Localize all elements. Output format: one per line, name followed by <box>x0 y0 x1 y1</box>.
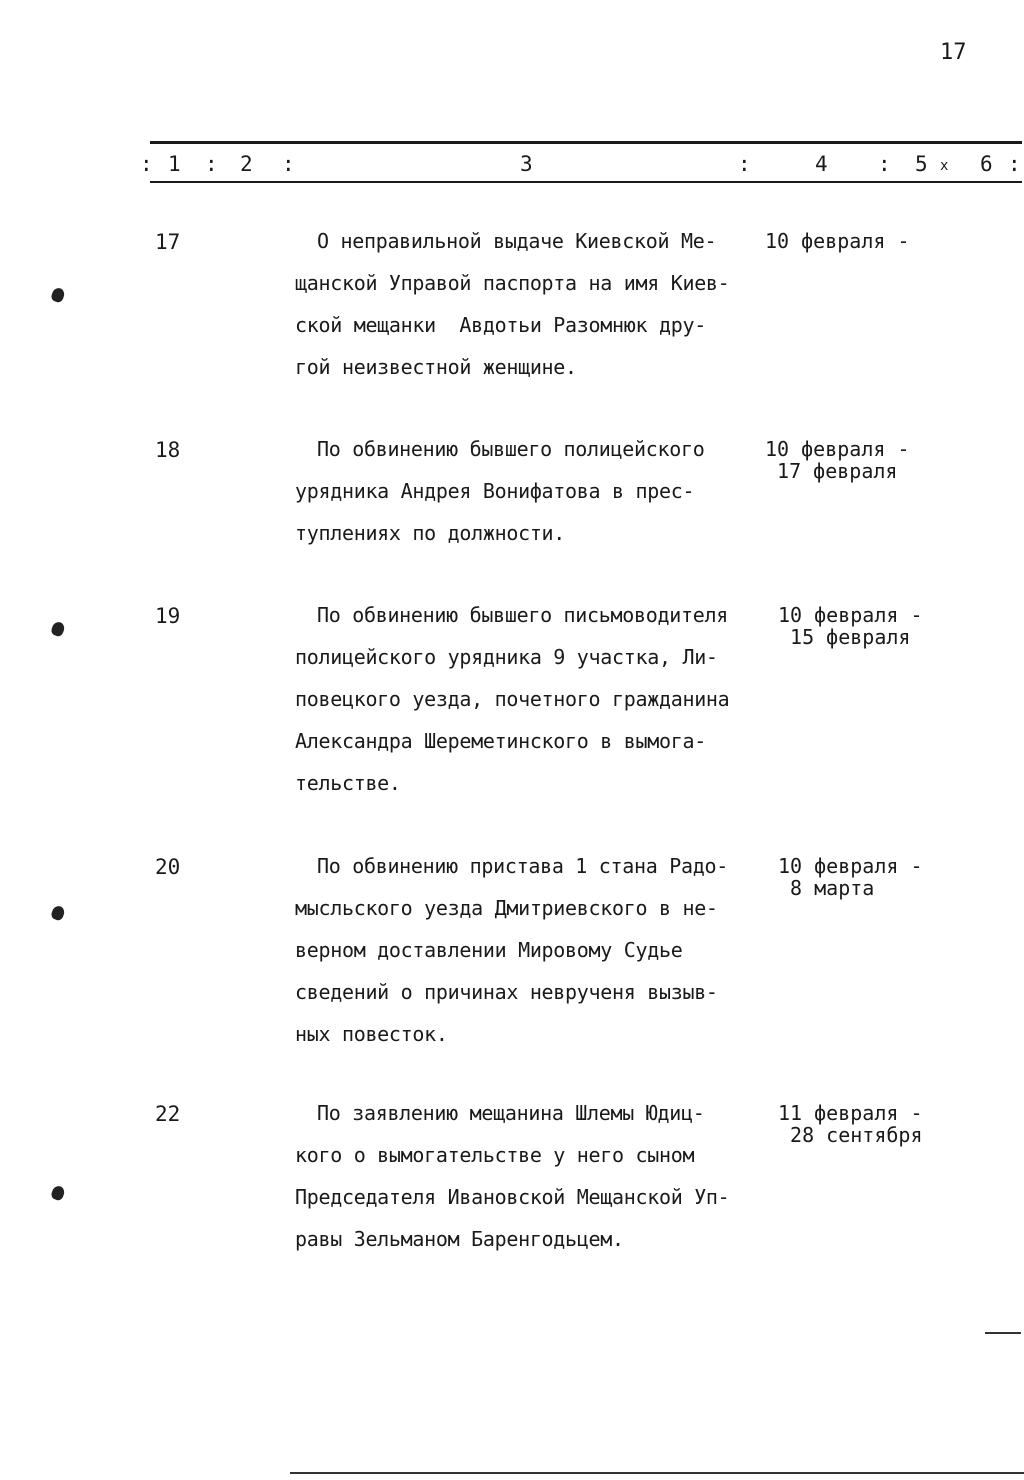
date-start: 10 февраля - <box>765 229 910 253</box>
margin-mark <box>985 1332 1021 1334</box>
column-separator: : <box>738 152 751 176</box>
column-header-3: 3 <box>520 152 533 176</box>
punch-hole-mark <box>50 620 66 637</box>
entry-description <box>295 428 704 554</box>
entry-number: 18 <box>155 438 181 462</box>
column-separator: : <box>1008 152 1021 176</box>
entry-text-line: туплениях по должности. <box>295 521 566 545</box>
page-number: 17 <box>940 40 967 65</box>
date-start: 11 февраля - <box>778 1101 923 1125</box>
entry-dates <box>765 438 910 482</box>
entry-description <box>295 220 729 388</box>
column-separator: x <box>940 158 949 174</box>
entry-description <box>295 594 729 804</box>
entry-text-line: По обвинению бывшего письмоводителя <box>317 603 728 627</box>
entry-text-line: мысльского уезда Дмитриевского в не- <box>295 896 718 920</box>
entry-text-line: кого о вымогательстве у него сыном <box>295 1143 695 1167</box>
entry-text-line: О неправильной выдаче Киевской Ме- <box>317 229 717 253</box>
entry-text-line: ных повесток. <box>295 1022 448 1046</box>
entry-text-line: гой неизвестной женщине. <box>295 355 577 379</box>
entry-text-line: щанской Управой паспорта на имя Киев- <box>295 271 730 295</box>
column-header-5: 5 <box>915 152 928 176</box>
entry-text-line: ской мещанки Авдотьи Разомнюк дру- <box>295 313 706 337</box>
bottom-rule <box>290 1472 1024 1474</box>
column-header-4: 4 <box>815 152 828 176</box>
entry-number: 19 <box>155 604 181 628</box>
punch-hole-mark <box>50 1184 66 1201</box>
column-header-6: 6 <box>980 152 993 176</box>
column-separator: : <box>282 152 295 176</box>
entry-text-line: урядника Андрея Вонифатова в прес- <box>295 479 695 503</box>
column-separator: : <box>205 152 218 176</box>
date-start: 10 февраля - <box>778 603 923 627</box>
entry-dates <box>765 230 910 252</box>
entry-number: 20 <box>155 855 181 879</box>
entry-number: 22 <box>155 1102 181 1126</box>
entry-text-line: По заявлению мещанина Шлемы Юдиц- <box>317 1101 705 1125</box>
entry-text-line: сведений о причинах неврученя вызыв- <box>295 980 718 1004</box>
entry-text-line: По обвинению бывшего полицейского <box>317 437 705 461</box>
entry-text-line: По обвинению пристава 1 стана Радо- <box>317 854 728 878</box>
table-header-top-rule <box>150 141 1022 144</box>
entry-description <box>295 1092 729 1260</box>
punch-hole-mark <box>50 904 66 921</box>
date-end: 15 февраля <box>778 625 911 649</box>
entry-text-line: равы Зельманом Баренгодьцем. <box>295 1227 624 1251</box>
entry-dates <box>778 604 923 648</box>
entry-number: 17 <box>155 230 181 254</box>
entry-text-line: полицейского урядника 9 участка, Ли- <box>295 645 718 669</box>
date-end: 8 марта <box>778 876 875 900</box>
entry-text-line: Александра Шереметинского в вымога- <box>295 729 706 753</box>
entry-dates <box>778 1102 923 1146</box>
entry-text-line: повецкого уезда, почетного гражданина <box>295 687 730 711</box>
date-end: 28 сентября <box>778 1123 923 1147</box>
entry-dates <box>778 855 923 899</box>
column-separator: : <box>878 152 891 176</box>
date-start: 10 февраля - <box>778 854 923 878</box>
entry-text-line: Председателя Ивановской Мещанской Уп- <box>295 1185 730 1209</box>
date-end: 17 февраля <box>765 459 898 483</box>
column-header-2: 2 <box>240 152 253 176</box>
entry-text-line: тельстве. <box>295 771 401 795</box>
table-header-bottom-rule <box>150 181 1022 183</box>
entry-text-line: верном доставлении Мировому Судье <box>295 938 683 962</box>
column-header-1: 1 <box>168 152 181 176</box>
column-separator: : <box>140 152 153 176</box>
date-start: 10 февраля - <box>765 437 910 461</box>
entry-description <box>295 845 728 1055</box>
punch-hole-mark <box>50 286 66 303</box>
